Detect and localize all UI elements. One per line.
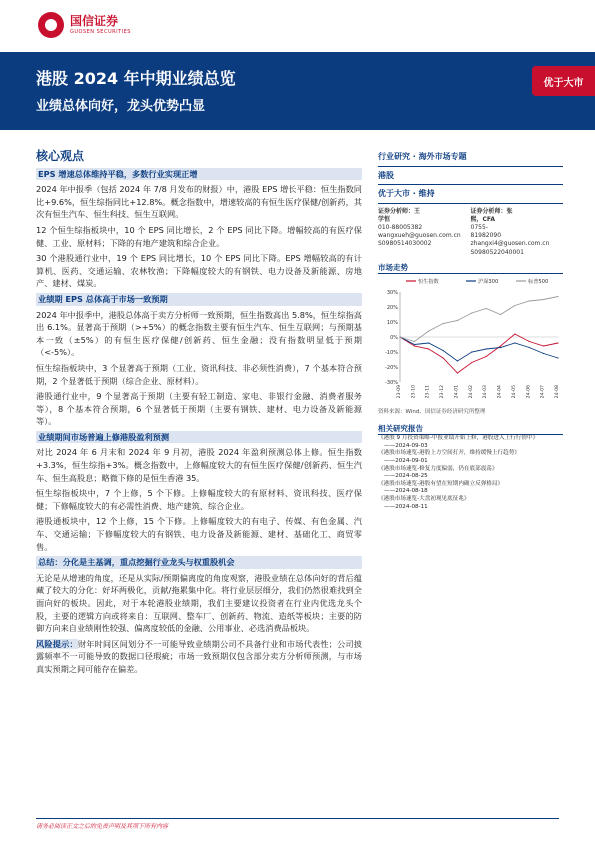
brand-name-cn: 国信证券 (70, 14, 119, 28)
body-paragraph: 恒生综指板块中，3 个显著高于预期（工业、资讯科技、非必须性消费），7 个基本符合预期，2 个显著低于预期（综合企业、原材料）。 (36, 362, 362, 386)
analyst-1 (378, 208, 471, 257)
x-tick-label: 24-01 (454, 385, 460, 399)
related-report-item[interactable] (378, 450, 563, 465)
y-tick-label: 30% (386, 290, 398, 297)
analyst-role: 证券分析师：王学恒 (378, 207, 421, 223)
x-tick-label: 24-03 (483, 385, 489, 399)
data-point (557, 296, 558, 297)
data-point (414, 344, 415, 345)
x-tick-label: 24-08 (555, 385, 560, 399)
related-report-date: ——2024-08-18 (384, 488, 428, 495)
x-tick-label: 23-12 (440, 385, 446, 399)
data-point (500, 314, 501, 315)
company-logo (38, 10, 158, 42)
risk-warning-label: 风险提示： (36, 638, 78, 649)
body-paragraph: 港股通行业中，9 个显著高于预期（主要有轻工制造、家电、非银行金融、消费者服务等），8 个基本符合预期，6 个显著低于预期（主要有钢铁、建材、电力设备及新能源等）。 (36, 391, 362, 427)
market-trend-chart (378, 274, 563, 406)
data-point (543, 353, 544, 354)
data-point (514, 334, 515, 335)
y-tick-label: -20% (385, 365, 398, 372)
related-report-title: 《港股市场速览-港股上方空间打开，维持缓慢上行趋势》 (378, 450, 520, 457)
analyst-cert: S0980514030002 (378, 240, 432, 248)
analyst-cert: S0980522040001 (470, 248, 524, 256)
related-report-item[interactable] (378, 435, 563, 450)
brand-name-en: GUOSEN SECURITIES (70, 29, 131, 35)
x-tick-label: 23-10 (411, 385, 417, 399)
legend-label: 标普500 (528, 279, 549, 286)
series-line (400, 334, 558, 373)
data-point (457, 373, 458, 374)
x-tick-label: 23-11 (425, 385, 431, 399)
chart-source: 资料来源：Wind、国信证券经济研究所整理 (378, 409, 486, 416)
x-tick-label: 24-07 (540, 385, 546, 399)
divider (378, 166, 563, 167)
title-banner (0, 52, 595, 130)
risk-warning (36, 638, 362, 676)
data-point (500, 347, 501, 348)
sidebar-column (378, 152, 563, 511)
data-point (486, 349, 487, 350)
data-point (500, 346, 501, 347)
report-subtitle: 业绩总体向好，龙头优势凸显 (36, 99, 206, 114)
section-heading: 业绩期间市场普遍上修港股盈利预测 (36, 431, 362, 444)
related-report-date: ——2024-09-03 (384, 442, 428, 449)
market-trend-svg (378, 274, 563, 406)
data-point (557, 343, 558, 344)
risk-warning-text: 财年时间区间划分不一可能导致业绩期公司不具备行业和市场代表性；公司披露频率不一可能导致的数据口径瑕疵；市场一致预期仅包含部分卖方分析师预测，与市场真实预期之间可能存在偏差。 (36, 638, 362, 674)
x-tick-label: 24-05 (511, 385, 517, 399)
related-report-date: ——2024-08-11 (384, 503, 428, 510)
analyst-phone: 010-88005382 (378, 223, 423, 231)
x-tick-label: 24-02 (468, 385, 474, 399)
data-point (428, 349, 429, 350)
core-views-column (36, 150, 362, 679)
core-views-heading: 核心观点 (36, 149, 85, 163)
data-point (529, 347, 530, 348)
related-report-title: 《港股市场速览-大盘初现见底征兆》 (378, 495, 470, 502)
section-heading: 业绩期 EPS 总体高于市场一致预期 (36, 293, 362, 306)
data-point (457, 320, 458, 321)
series-line (400, 337, 558, 361)
data-point (471, 313, 472, 314)
related-report-title: 《港股市场速览-港股有望在短期内确立反弹格局》 (378, 480, 504, 487)
x-tick-label: 23-09 (397, 385, 402, 399)
divider (378, 203, 563, 204)
y-tick-label: 0% (390, 335, 398, 342)
legend-label: 恒生指数 (418, 279, 439, 286)
data-point (471, 352, 472, 353)
body-paragraph: 港股通板块中，12 个上修，15 个下修。上修幅度较大的有电子、传媒、有色金属、汽车、交通运输；下修幅度较大的有钢铁、电力设备及新能源、建材、基础化工、商贸零售。 (36, 516, 362, 552)
related-report-date: ——2024-09-01 (384, 458, 428, 464)
data-point (414, 341, 415, 342)
section-heading: 总结：分化是主基调，重点挖掘行业龙头与权重股机会 (36, 556, 362, 569)
analyst-phone: 0755-81982090 (470, 223, 502, 240)
guosen-logo-icon (38, 12, 64, 38)
y-tick-label: 20% (386, 305, 398, 312)
related-report-title: 《港股 9 月投资策略-中报业绩开始上修，港股进入上行行情中》 (378, 435, 539, 442)
data-point (442, 323, 443, 324)
related-report-item[interactable] (378, 466, 563, 481)
related-report-item[interactable] (378, 481, 563, 496)
y-tick-label: -30% (385, 380, 398, 387)
analyst-2 (471, 208, 564, 257)
report-category: 行业研究 · 海外市场专题 (378, 152, 467, 161)
data-point (529, 341, 530, 342)
rating-tag: 优于大市 (532, 66, 595, 96)
related-reports-title: 相关研究报告 (378, 424, 563, 436)
analyst-email[interactable]: wangxueh@guosen.com.cn (378, 232, 461, 240)
data-point (543, 299, 544, 300)
data-point (543, 346, 544, 347)
body-paragraph: 恒生综指板块中，7 个上修，5 个下修。上修幅度较大的有原材料、资讯科技、医疗保健；下修幅度较大的有必需性消费、地产建筑、综合企业。 (36, 488, 362, 511)
series-line (400, 297, 558, 342)
analyst-email[interactable]: zhangxi4@guosen.com.cn (470, 240, 550, 248)
related-report-title: 《港股市场速览-修复力度偏弱，仍在底部震荡》 (378, 465, 498, 472)
section-heading: EPS 增速总体维持平稳，多数行业实现正增 (36, 168, 362, 181)
x-tick-label: 24-06 (526, 385, 532, 399)
body-paragraph: 2024 年中报季中，港股总体高于卖方分析师一致预期，恒生指数高出 5.8%，恒生综指高出 6.1%。显著高于预期（>+5%）的概念指数主要有恒生汽车、恒生互联网；与预期基本一致（±5%）的有恒生医疗保健/创新药、恒生金融；没有指数明显低于预期（<-5%）。 (36, 309, 362, 358)
divider (378, 184, 563, 185)
market-trend-title: 市场走势 (378, 263, 563, 275)
footer-disclaimer: 请务必阅读正文之后的免责声明及其项下所有内容 (36, 823, 169, 830)
market-label: 港股 (378, 170, 394, 180)
data-point (399, 337, 400, 338)
body-paragraph: 30 个港股通行业中，19 个 EPS 同比增长，10 个 EPS 同比下降。EPS 增幅较高的有计算机、医药、交通运输、农林牧渔；下降幅度较大的有钢铁、电力设备及新能源、房地产、建材、煤炭。 (36, 253, 362, 289)
y-tick-label: -10% (385, 350, 398, 357)
footer-divider (36, 818, 559, 819)
body-paragraph: 对比 2024 年 6 月末和 2024 年 9 月初，港股 2024 年盈利预测总体上修。恒生指数+3.3%，恒生综指+3%。概念指数中，上修幅度较大的有恒生医疗保健/创新药、恒生汽车、恒生高股息；略微下修的是恒生香港 35。 (36, 447, 362, 483)
rating-line: 优于大市 · 维持 (378, 189, 435, 198)
body-paragraph: 无论是从增速的角度，还是从实际/预期偏离度的角度观察，港股业绩在总体向好的背后蕴藏了较大的分化：好坏两极化，贡献/拖累集中化。将行业层层细分，我们仍然很难找到全面向好的板块。因此，对于本轮港股业绩期，我们主要建议投资者在行业内优选龙头个股，主要的逻辑方向或将来自：互联网、整车厂、创新药、物流、造纸等板块；主要的防御方向来自业绩刚性较强、偏离度较低的金融、公用事业、必选消费品板块。 (36, 572, 362, 634)
data-point (514, 305, 515, 306)
data-point (428, 331, 429, 332)
body-paragraph: 2024 年中报季（包括 2024 年 7/8 月发布的财报）中，港股 EPS 增长平稳：恒生指数同比+9.6%，恒生综指同比+12.8%。概念指数中，增速较高的有恒生医疗保健/创新药，其次有恒生汽车、恒生科技、恒生互联网。 (36, 184, 362, 220)
analyst-role: 证券分析师：张熙，CFA (470, 207, 513, 223)
data-point (442, 358, 443, 359)
core-views-body (36, 168, 362, 676)
data-point (442, 350, 443, 351)
data-point (457, 361, 458, 362)
y-tick-label: 10% (386, 320, 398, 327)
data-point (414, 346, 415, 347)
data-point (557, 358, 558, 359)
related-report-item[interactable] (378, 496, 563, 511)
data-point (529, 301, 530, 302)
data-point (486, 308, 487, 309)
analyst-block (378, 208, 563, 257)
data-point (428, 343, 429, 344)
report-title: 港股 2024 年中期业绩总览 (36, 69, 236, 88)
data-point (471, 362, 472, 363)
data-point (514, 343, 515, 344)
legend-label: 沪深300 (478, 279, 499, 286)
data-point (486, 356, 487, 357)
x-tick-label: 24-04 (497, 385, 503, 399)
related-reports-list (378, 435, 563, 511)
body-paragraph: 12 个恒生综指板块中，10 个 EPS 同比增长，2 个 EPS 同比下降。增幅较高的有医疗保健、工业、原材料；下降的有地产建筑和综合企业。 (36, 224, 362, 248)
related-report-date: ——2024-08-25 (384, 473, 428, 480)
